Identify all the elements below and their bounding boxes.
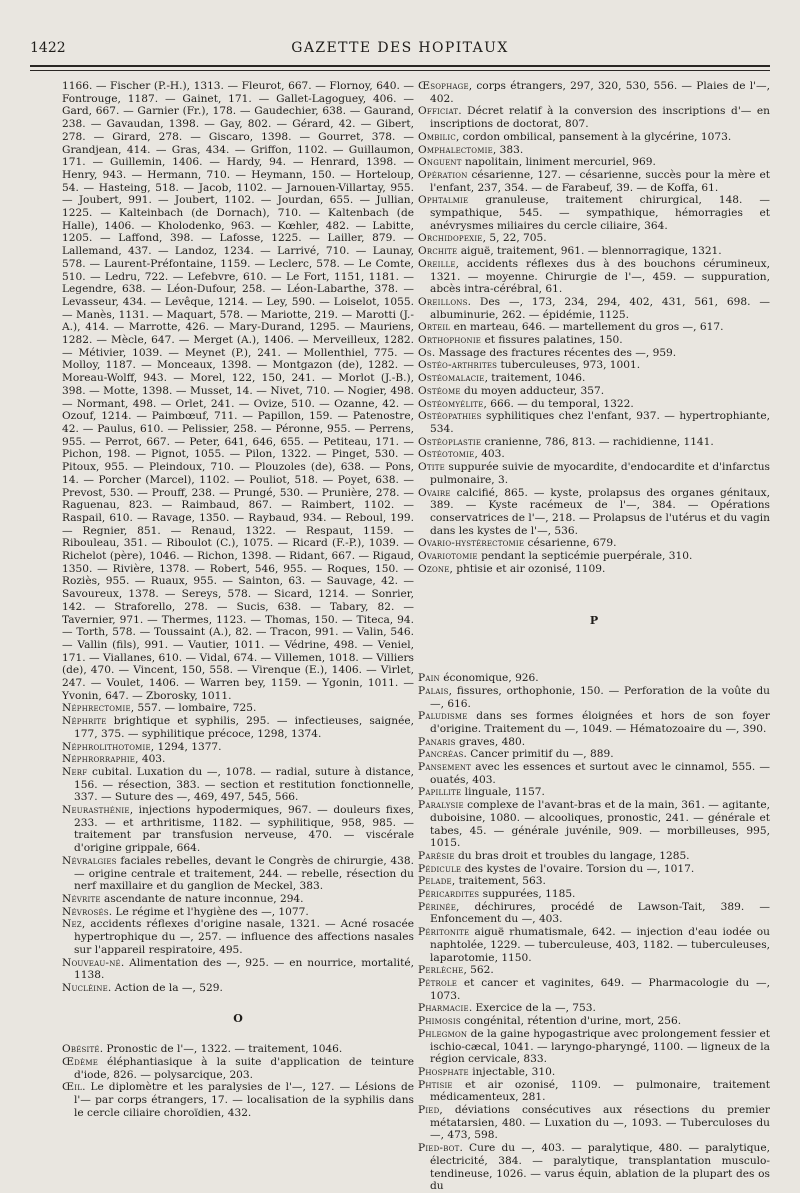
- entry-keyword: Ostéome: [418, 384, 461, 397]
- entry-keyword: Phtisie: [418, 1078, 453, 1091]
- index-entry: [62, 1043, 414, 1056]
- entry-text: injectable, 310.: [468, 1065, 556, 1078]
- entry-keyword: Opération: [418, 168, 468, 181]
- index-entry: [418, 1142, 770, 1193]
- entry-text: faciales rebelles, devant le Congrès de chirurgie, 438. — origine centrale et traitement, 244. — rebelle, résection du nerf maxillaire et du ganglion de Meckel, 383.: [74, 854, 414, 893]
- index-entry: [418, 448, 770, 461]
- entry-text: pendant la septicémie puerpérale, 310.: [477, 550, 693, 563]
- entry-keyword: Panaris: [418, 735, 456, 748]
- page-header: [30, 40, 770, 60]
- entry-keyword: Officiat: [418, 105, 459, 118]
- entry-text: syphilitiques chez l'enfant, 937. — hypertrophiante, 534.: [430, 410, 770, 435]
- right-column: [418, 80, 770, 1193]
- entry-keyword: Pancréas: [418, 748, 464, 761]
- entry-text: , 666. — du temporal, 1322.: [483, 397, 634, 410]
- index-entry: [62, 702, 414, 715]
- index-entry: [418, 901, 770, 926]
- entry-keyword: Orthophonie: [418, 334, 482, 347]
- entry-keyword: Nez: [62, 918, 82, 931]
- entry-keyword: Pédicule: [418, 862, 462, 875]
- entry-keyword: Orteil: [418, 321, 451, 334]
- entry-text: . Alimentation des —, 925. — en nourrice, mortalité, 1138.: [74, 956, 414, 982]
- entry-text: aiguë rhumatismale, 642. — injection d'eau iodée ou naphtolée, 1229. — tuberculeuse, 403, 1182. — tuberculeuses, laparotomie, 1150.: [430, 926, 770, 964]
- entry-text: calcifié, 865. — kyste, prolapsus des organes génitaux, 389. — Kyste racémeux de l'—, 384. — Opérations conservatrices de l'—, 218. — Prolapsus de l'utérus et du vagin dans les kystes de l'—, 536.: [430, 486, 770, 537]
- entry-text: , traitement, 1046.: [484, 372, 586, 385]
- index-entry: [418, 105, 770, 130]
- index-entry: [418, 347, 770, 360]
- entry-text: césarienne, 679.: [524, 537, 617, 550]
- entry-text: , fissures, orthophonie, 150. — Perforation de la voûte du —, 616.: [430, 684, 770, 710]
- entry-keyword: Paludisme: [418, 710, 468, 723]
- index-entry: [418, 926, 770, 964]
- entry-text: , accidents réflexes dus à des bouchons cérumineux, 1321. — moyenne. Chirurgie de l'—, 459. — suppuration, abcès intra-cérébral, 61.: [430, 257, 770, 296]
- entry-keyword: Névrite: [62, 893, 101, 905]
- entry-text: . Décret relatif à la conversion des inscriptions d'— en inscriptions de doctorat, 807.: [430, 105, 770, 131]
- index-entry: [418, 1066, 770, 1079]
- entry-keyword: Nucléine: [62, 981, 108, 994]
- index-entry: [418, 1028, 770, 1066]
- section-letter-p: P: [589, 614, 599, 628]
- entry-keyword: Névrosés: [62, 905, 109, 918]
- entry-keyword: Œsophage: [418, 80, 469, 92]
- entry-keyword: Phimosis: [418, 1015, 461, 1028]
- index-entry: [418, 194, 770, 232]
- entry-text: des kystes de l'ovaire. Torsion du —, 1017.: [461, 862, 695, 875]
- index-entry: [418, 563, 770, 576]
- index-entry: [418, 385, 770, 398]
- entry-keyword: Ovariotomie: [418, 550, 478, 563]
- entry-text: granuleuse, traitement chirurgical, 148. — sympathique, 545. — sympathique, hémorragies et anévrysmes miliaires du cercle ciliaire, 364.: [430, 194, 770, 232]
- entry-text: césarienne, 127. — césarienne, succès pour la mère et l'enfant, 237, 354. — de Farabeuf, 39. — de Koffa, 61.: [430, 168, 770, 194]
- index-entry: [418, 875, 770, 888]
- entry-text: , injections hypodermiques, 967. — douleurs fixes, 233. — et arthritisme, 1182. — syphilitique, 958, 985. — traitement par transfusion nerveuse, 470. — viscérale d'origine grippale, 664.: [74, 804, 414, 855]
- entry-text: , 562.: [463, 964, 494, 977]
- index-entry: [418, 258, 770, 296]
- entry-keyword: Pansement: [418, 761, 472, 774]
- section-letter-o: O: [233, 1011, 243, 1025]
- page-number: 1422: [30, 40, 66, 56]
- index-entry: [418, 1015, 770, 1028]
- o-entries-left: [62, 1043, 414, 1119]
- entry-keyword: Parésie: [418, 849, 455, 862]
- entry-keyword: Ostéopathies: [418, 410, 482, 423]
- entry-text: suppurées, 1185.: [479, 888, 576, 901]
- entry-keyword: Nouveau-né: [62, 956, 121, 969]
- index-entry: [62, 1056, 414, 1081]
- entry-text: ascendante de nature inconnue, 294.: [100, 893, 304, 905]
- author-list-continued: 1166. — Fischer (P.-H.), 1313. — Fleurot, 667. — Flornoy, 640. — Fontrouge, 1187. — Gainet, 171. — Gallet-Lagoguey, 406. — Gard, 667. — Garnier (Fr.), 178. — Gaudechier, 638. — Gaurand, 238. — Gavaudan, 1398. — Gay, 802. — Gérard, 42. — Gibert, 278. — Girard, 278. — Giscaro, 1398. — Gourret, 378. — Grandjean, 414. — Gras, 434. — Griffon, 1102. — Guillaumon, 171. — Guillemin, 1406. — Hardy, 94. — Henrard, 1398. — Henry, 943. — Hermann, 710. — Heymann, 150. — Horteloup, 54. — Hasteing, 518. — Jacob, 1102. — Jarnouen-Villartay, 955. — Joubert, 991. — Joubert, 1102. — Jourdan, 655. — Jullian, 1225. — Kalteinbach (de Dornach), 710. — Kaltenbach (de Halle), 1406. — Kholodenko, 963. — Kœhler, 482. — Labitte, 1205. — Laffond, 398. — Lafosse, 1225. — Lailler, 879. — Lallemand, 437. — Landoz, 1234. — Larrivé, 710. — Launay, 578. — Laurent-Préfontaine, 1159. — Leclerc, 578. — Le Comte, 510. — Ledru, 722. — Lefebvre, 610. — Le Fort, 1151, 1181. — Legendre, 638. — Léon-Dufour, 258. — Léon-Labarthe, 378. — Levasseur, 434. — Levêque, 1214. — Ley, 590. — Loiselot, 1055. — Manès, 1131. — Maquart, 578. — Mariotte, 219. — Marotti (J.-A.), 414. — Marrotte, 426. — Mary-Durand, 1295. — Mauriens, 1282. — Mècle, 647. — Merget (A.), 1406. — Merveilleux, 1282. — Métivier, 1039. — Meynet (P.), 241. — Mollenthiel, 775. — Molloy, 1187. — Monceaux, 1398. — Montgazon (de), 1282. — Moreau-Wolff, 943. — Morel, 122, 150, 241. — Morlot (J.-B.), 398. — Motte, 1398. — Musset, 14. — Nivet, 710. — Nogier, 498. — Normant, 498. — Orlet, 241. — Ovize, 510. — Ozanne, 42. — Ozouf, 1214. — Paimbœuf, 711. — Papillon, 159. — Patenostre, 42. — Paulus, 610. — Pelissier, 258. — Péronne, 955. — Perrens, 955. — Perrot, 667. — Peter, 641, 646, 655. — Petiteau, 171. — Pichon, 198. — Pignot, 1055. — Pilon, 1322. — Pinget, 530. — Pitoux, 955. — Pleindoux, 710. — Plouzoles (de), 638. — Pons, 14. — Porcher (Marcel), 1102. — Pouliot, 518. — Poyet, 638. — Prevost, 530. — Prouff, 238. — Prungé, 530. — Prunière, 278. — Raguenau, 823. — Raimbaud, 867. — Raimbert, 1102. — Raspail, 610. — Ravage, 1350. — Raybaud, 934. — Reboul, 199. — Regnier, 851. — Renaud, 1322. — Respaut, 1159. — Ribouleau, 351. — Riboulot (C.), 1075. — Ricard (F.-P.), 1039. — Richelot (père), 1046. — Richon, 1398. — Ridant, 667. — Rigaud, 1350. — Rivière, 1378. — Robert, 546, 955. — Roques, 150. — Roziès, 955. — Ruaux, 955. — Sainton, 63. — Sauvage, 42. — Savoureux, 1378. — Sereys, 578. — Sicard, 1214. — Sonrier, 142. — Straforello, 278. — Sucis, 638. — Tabary, 82. — Tavernier, 971. — Thermes, 1123. — Thomas, 150. — Titeca, 94. — Torth, 578. — Toussaint (A.), 82. — Tracon, 991. — Valin, 546. — Vallin (fils), 991. — Vautier, 1011. — Védrine, 498. — Veniel, 171. — Viallanes, 610. — Vidal, 674. — Villemen, 1018. — Villiers (de), 470. — Vincent, 150, 558. — Virenque (E.), 1406. — Virlet, 247. — Voulet, 1406. — Warren bey, 1159. — Ygonin, 1011. — Yvonin, 647. — Zborosky, 1011.: [62, 80, 414, 702]
- entry-text: éléphantiasique à la suite d'application de teinture d'iode, 826. — polysarcique, 203.: [74, 1056, 414, 1081]
- entry-text: , 1294, 1377.: [150, 740, 222, 753]
- entry-keyword: Papillite: [418, 786, 462, 799]
- entry-text: . Pronostic de l'—, 1322. — traitement, 1046.: [99, 1043, 343, 1056]
- entry-text: . Des —, 173, 234, 294, 402, 431, 561, 698. — albuminurie, 262. — épidémie, 1125.: [430, 295, 770, 321]
- index-entry: [418, 736, 770, 749]
- entry-text: dans ses formes éloignées et hors de son foyer d'origine. Traitement du —, 1049. — Hématozoaire du —, 390.: [430, 710, 770, 735]
- entry-text: , traitement, 563.: [451, 875, 546, 888]
- index-entry: [418, 964, 770, 977]
- index-entry: [418, 334, 770, 347]
- entry-text: cranienne, 786, 813. — rachidienne, 1141.: [481, 435, 714, 448]
- entry-keyword: Omphalectomie: [418, 143, 493, 156]
- entry-text: . Le régime et l'hygiène des —, 1077.: [108, 905, 309, 918]
- entry-keyword: Perlèche: [418, 964, 464, 977]
- entry-keyword: Néphrectomie: [62, 702, 131, 715]
- index-entry: [418, 156, 770, 169]
- index-entry: [418, 461, 770, 486]
- entry-text: , cordon ombilical, pansement à la glycérine, 1073.: [455, 130, 732, 143]
- entry-text: , 403.: [474, 448, 505, 461]
- entry-text: cubital. Luxation du —, 1078. — radial, suture à distance, 156. — résection, 383. — section et restitution fonctionnelle, 337. — Suture des —, 469, 497, 545, 566.: [74, 765, 414, 804]
- entry-keyword: Oreille: [418, 257, 456, 270]
- entry-text: brightique et syphilis, 295. — infectieuses, saignée, 177, 375. — syphilitique précoce, 1298, 1374.: [74, 715, 414, 740]
- index-entry: [418, 761, 770, 786]
- header-rule-thin: [30, 70, 770, 71]
- entry-text: suppurée suivie de myocardite, d'endocardite et d'infarctus pulmonaire, 3.: [430, 461, 770, 486]
- index-entry: [62, 982, 414, 995]
- entry-keyword: Néphrite: [62, 715, 107, 728]
- journal-title: GAZETTE DES HOPITAUX: [291, 40, 509, 56]
- index-entry: [418, 1079, 770, 1104]
- entry-text: avec les essences et surtout avec le cinnamol, 555. — ouatés, 403.: [430, 761, 770, 786]
- entry-text: , 403.: [135, 753, 166, 766]
- entry-keyword: Ostéoplastie: [418, 435, 482, 448]
- entry-text: , 5, 22, 705.: [482, 232, 547, 245]
- entry-text: et fissures palatines, 150.: [481, 334, 623, 347]
- entry-keyword: Oreillons: [418, 295, 468, 308]
- index-entry: [62, 741, 414, 754]
- index-entry: [62, 893, 414, 906]
- entry-text: . Exercice de la —, 753.: [468, 1002, 596, 1015]
- header-rule-thick: [30, 65, 770, 67]
- index-entry: [418, 80, 770, 105]
- index-entry: [418, 144, 770, 157]
- entry-keyword: Ostéomalacie: [418, 372, 485, 385]
- entry-text: . Action de la —, 529.: [107, 981, 223, 994]
- entry-keyword: Paralysie: [418, 799, 464, 812]
- index-entry: [418, 487, 770, 538]
- index-entry: [418, 169, 770, 194]
- entry-keyword: Pharmacie: [418, 1002, 469, 1015]
- index-entry: [418, 710, 770, 735]
- entry-keyword: Névralgies: [62, 854, 117, 867]
- index-entry: [62, 855, 414, 893]
- index-entry: [62, 753, 414, 766]
- entry-keyword: Œil: [62, 1081, 83, 1094]
- index-entry: [418, 786, 770, 799]
- entry-text: et cancer et vaginites, 649. — Pharmacologie du —, 1073.: [430, 977, 770, 1002]
- entry-text: économique, 926.: [439, 672, 539, 685]
- entry-keyword: Ovaire: [418, 486, 451, 499]
- index-entry: [62, 906, 414, 919]
- entry-text: , 557. — lombaire, 725.: [130, 702, 257, 715]
- entry-text: , 383.: [492, 143, 524, 156]
- entry-keyword: Obésité: [62, 1043, 100, 1056]
- entry-text: et air ozonisé, 1109. — pulmonaire, traitement médicamenteux, 281.: [430, 1078, 770, 1104]
- index-entry: [418, 799, 770, 850]
- index-entry: [418, 245, 770, 258]
- entry-keyword: Pelade: [418, 875, 452, 888]
- entry-text: . Cure du —, 403. — paralytique, 480. — paralytique, électricité, 384. — paralytique, transplantation musculo-tendineuse, 1026. — varus équin, ablation de la plupart des os du: [430, 1142, 770, 1193]
- index-entry: [62, 715, 414, 740]
- entry-text: du bras droit et troubles du langage, 1285.: [454, 849, 690, 862]
- entry-text: congénital, rétention d'urine, mort, 256.: [460, 1015, 682, 1028]
- entry-keyword: Os: [418, 346, 432, 359]
- o-entries-right: [418, 80, 770, 575]
- entry-keyword: Ostéo-arthrites: [418, 359, 498, 372]
- index-entry: [418, 410, 770, 435]
- index-entry: [418, 398, 770, 411]
- entry-keyword: Néphrolithotomie: [62, 740, 151, 753]
- entry-keyword: Palais: [418, 684, 449, 697]
- index-entry: [418, 850, 770, 863]
- entry-keyword: Orchidopexie: [418, 232, 483, 245]
- entry-keyword: Neurasthénie: [62, 804, 130, 817]
- entry-keyword: Ovario-hystérectomie: [418, 537, 525, 550]
- entry-text: , déviations consécutives aux résections du premier métatarsien, 480. — Luxation du —, 1093. — Tuberculoses du —, 473, 598.: [430, 1104, 770, 1142]
- entry-text: . Massage des fractures récentes des —, 959.: [431, 346, 677, 359]
- entry-keyword: Phlegmon: [418, 1027, 468, 1040]
- entry-text: en marteau, 646. — martellement du gros —, 617.: [450, 321, 724, 334]
- entry-text: aiguë, traitement, 961. — blennorragique, 1321.: [457, 245, 722, 258]
- entry-text: linguale, 1157.: [461, 786, 545, 799]
- index-entry: [62, 1081, 414, 1119]
- index-entry: [62, 804, 414, 855]
- entry-keyword: Ombilic: [418, 130, 456, 143]
- entry-keyword: Ostéotomie: [418, 448, 475, 461]
- index-entry: [418, 685, 770, 710]
- index-entry: [418, 1104, 770, 1142]
- entry-keyword: Périnée: [418, 900, 457, 913]
- index-entry: [418, 296, 770, 321]
- entry-text: , accidents réflexes d'origine nasale, 1321. — Acné rosacée hypertrophique du —, 257. — influence des affections nasales sur l'appareil respiratoire, 495.: [74, 918, 414, 956]
- entry-text: , corps étrangers, 297, 320, 530, 556. — Plaies de l'—, 402.: [430, 80, 770, 105]
- index-entry: [418, 372, 770, 385]
- entry-text: napolitain, liniment mercuriel, 969.: [461, 156, 656, 169]
- n-entries: [62, 702, 414, 994]
- index-entry: [418, 359, 770, 372]
- entry-keyword: Ostéomyélite: [418, 397, 484, 410]
- index-entry: [418, 436, 770, 449]
- entry-text: du moyen adducteur, 357.: [460, 384, 605, 397]
- entry-keyword: Pétrole: [418, 977, 458, 989]
- index-entry: [418, 131, 770, 144]
- entry-text: de la gaine hypogastrique avec prolongement fessier et ischio-cæcal, 1041. — laryngo-pharyngé, 1100. — ligneux de la région cervicale, 833.: [430, 1027, 770, 1066]
- index-entry: [418, 321, 770, 334]
- entry-keyword: Œdème: [62, 1056, 99, 1069]
- p-entries: [418, 672, 770, 1193]
- entry-text: graves, 480.: [455, 735, 526, 748]
- entry-keyword: Orchite: [418, 245, 458, 258]
- entry-text: complexe de l'avant-bras et de la main, 361. — agitante, duboisine, 1080. — alcooliques, pronostic, 241. — générale et tabes, 45. — générale juvénile, 909. — morbilleuses, 995, 1015.: [430, 799, 770, 850]
- index-entry: [418, 977, 770, 1002]
- index-entry: [418, 888, 770, 901]
- entry-keyword: Ozone: [418, 562, 450, 575]
- entry-text: . Le diplomètre et les paralysies de l'—, 127. — Lésions de l'— par corps étrangers, 17. — localisation de la syphilis dans le cercle ciliaire choroïdien, 432.: [74, 1081, 414, 1119]
- index-entry: [418, 232, 770, 245]
- index-entry: [418, 748, 770, 761]
- entry-keyword: Péritonite: [418, 926, 470, 939]
- index-entry: [418, 863, 770, 876]
- entry-keyword: Otite: [418, 461, 445, 474]
- index-entry: [418, 550, 770, 563]
- entry-text: , déchirures, procédé de Lawson-Tait, 389. — Enfoncement du —, 403.: [430, 900, 770, 926]
- entry-keyword: Nerf: [62, 765, 88, 778]
- index-entry: [418, 1002, 770, 1015]
- entry-text: . Cancer primitif du —, 889.: [463, 748, 614, 761]
- entry-keyword: Pain: [418, 672, 440, 685]
- index-entry: [62, 918, 414, 956]
- index-entry: [62, 957, 414, 982]
- entry-keyword: Pied-bot: [418, 1142, 460, 1155]
- entry-text: , phtisie et air ozonisé, 1109.: [449, 562, 606, 575]
- entry-keyword: Onguent: [418, 156, 462, 169]
- entry-keyword: Phosphate: [418, 1065, 469, 1078]
- entry-keyword: Néphrorraphie: [62, 753, 136, 766]
- entry-keyword: Pied: [418, 1104, 440, 1117]
- entry-keyword: Péricardites: [418, 888, 480, 901]
- entry-keyword: Ophtalmie: [418, 194, 469, 207]
- index-entry: [418, 537, 770, 550]
- entry-text: tuberculeuses, 973, 1001.: [497, 359, 641, 372]
- index-entry: [62, 766, 414, 804]
- index-entry: [418, 672, 770, 685]
- left-column: [62, 80, 414, 1120]
